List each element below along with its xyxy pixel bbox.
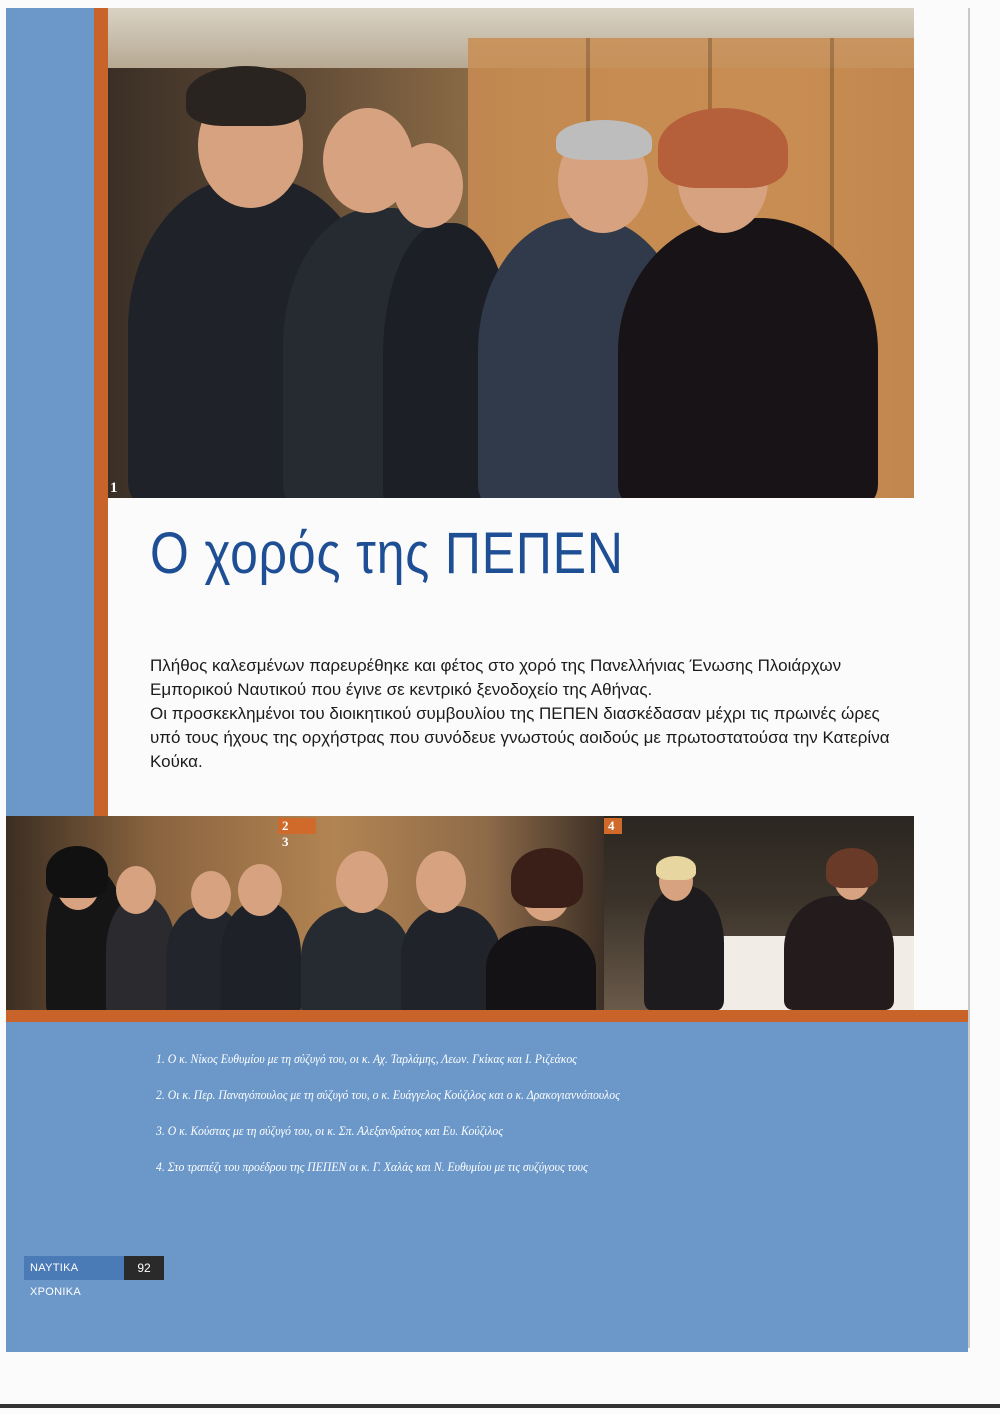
page-edge bbox=[968, 8, 970, 1348]
page-number: 92 bbox=[124, 1256, 164, 1280]
photo-figure bbox=[618, 218, 878, 498]
photos-2-3 bbox=[6, 816, 604, 1010]
caption: 2. Οι κ. Περ. Παναγόπουλος με τη σύζυγό του, ο κ. Ευάγγελος Κούζιλος και ο κ. Δρακογιαννόπουλος bbox=[156, 1087, 620, 1102]
magazine-name: ΝΑΥΤΙΚΑ ΧΡΟΝΙΚΑ bbox=[24, 1256, 124, 1280]
article-body bbox=[150, 654, 910, 774]
caption: 4. Στο τραπέζι του προέδρου της ΠΕΠΕΝ οι κ. Γ. Χαλάς και Ν. Ευθυμίου με τις συζύγους τους bbox=[156, 1159, 588, 1174]
orange-divider bbox=[6, 1010, 968, 1022]
paragraph: Πλήθος καλεσμένων παρευρέθηκε και φέτος στο χορό της Πανελλήνιας Ένωσης Πλοιάρχων Εμπορικού Ναυτικού που έγινε σε κεντρικό ξενοδοχείο της Αθήνας. bbox=[150, 656, 842, 699]
photo-number-tag: 4 bbox=[604, 818, 622, 834]
article-title: Ο χορός της ΠΕΠΕΝ bbox=[150, 521, 624, 586]
photo-number: 1 bbox=[110, 480, 118, 496]
orange-accent-bar bbox=[94, 8, 108, 816]
photo-row bbox=[6, 816, 914, 1010]
caption: 3. Ο κ. Κούστας με τη σύζυγό του, οι κ. Σπ. Αλεξανδράτος και Ευ. Κούζιλος bbox=[156, 1123, 504, 1138]
main-photo bbox=[108, 8, 914, 498]
caption: 1. Ο κ. Νίκος Ευθυμίου με τη σύζυγό του, οι κ. Αχ. Ταρλάμης, Λεων. Γκίκας και Ι. Ριζεάκος bbox=[156, 1051, 577, 1066]
paragraph: Οι προσκεκλημένοι του διοικητικού συμβουλίου της ΠΕΠΕΝ διασκέδασαν μέχρι τις πρωινές ώρες υπό τους ήχους της ορχήστρας που συνόδευε γνωστούς αοιδούς με πρωτοστατούσα την Κατερίνα Κούκα. bbox=[150, 704, 890, 771]
photo-captions bbox=[156, 1050, 916, 1194]
photo-4 bbox=[604, 816, 914, 1010]
photo-number-tag: 2 3 bbox=[278, 818, 316, 834]
bottom-rule bbox=[0, 1404, 1000, 1408]
